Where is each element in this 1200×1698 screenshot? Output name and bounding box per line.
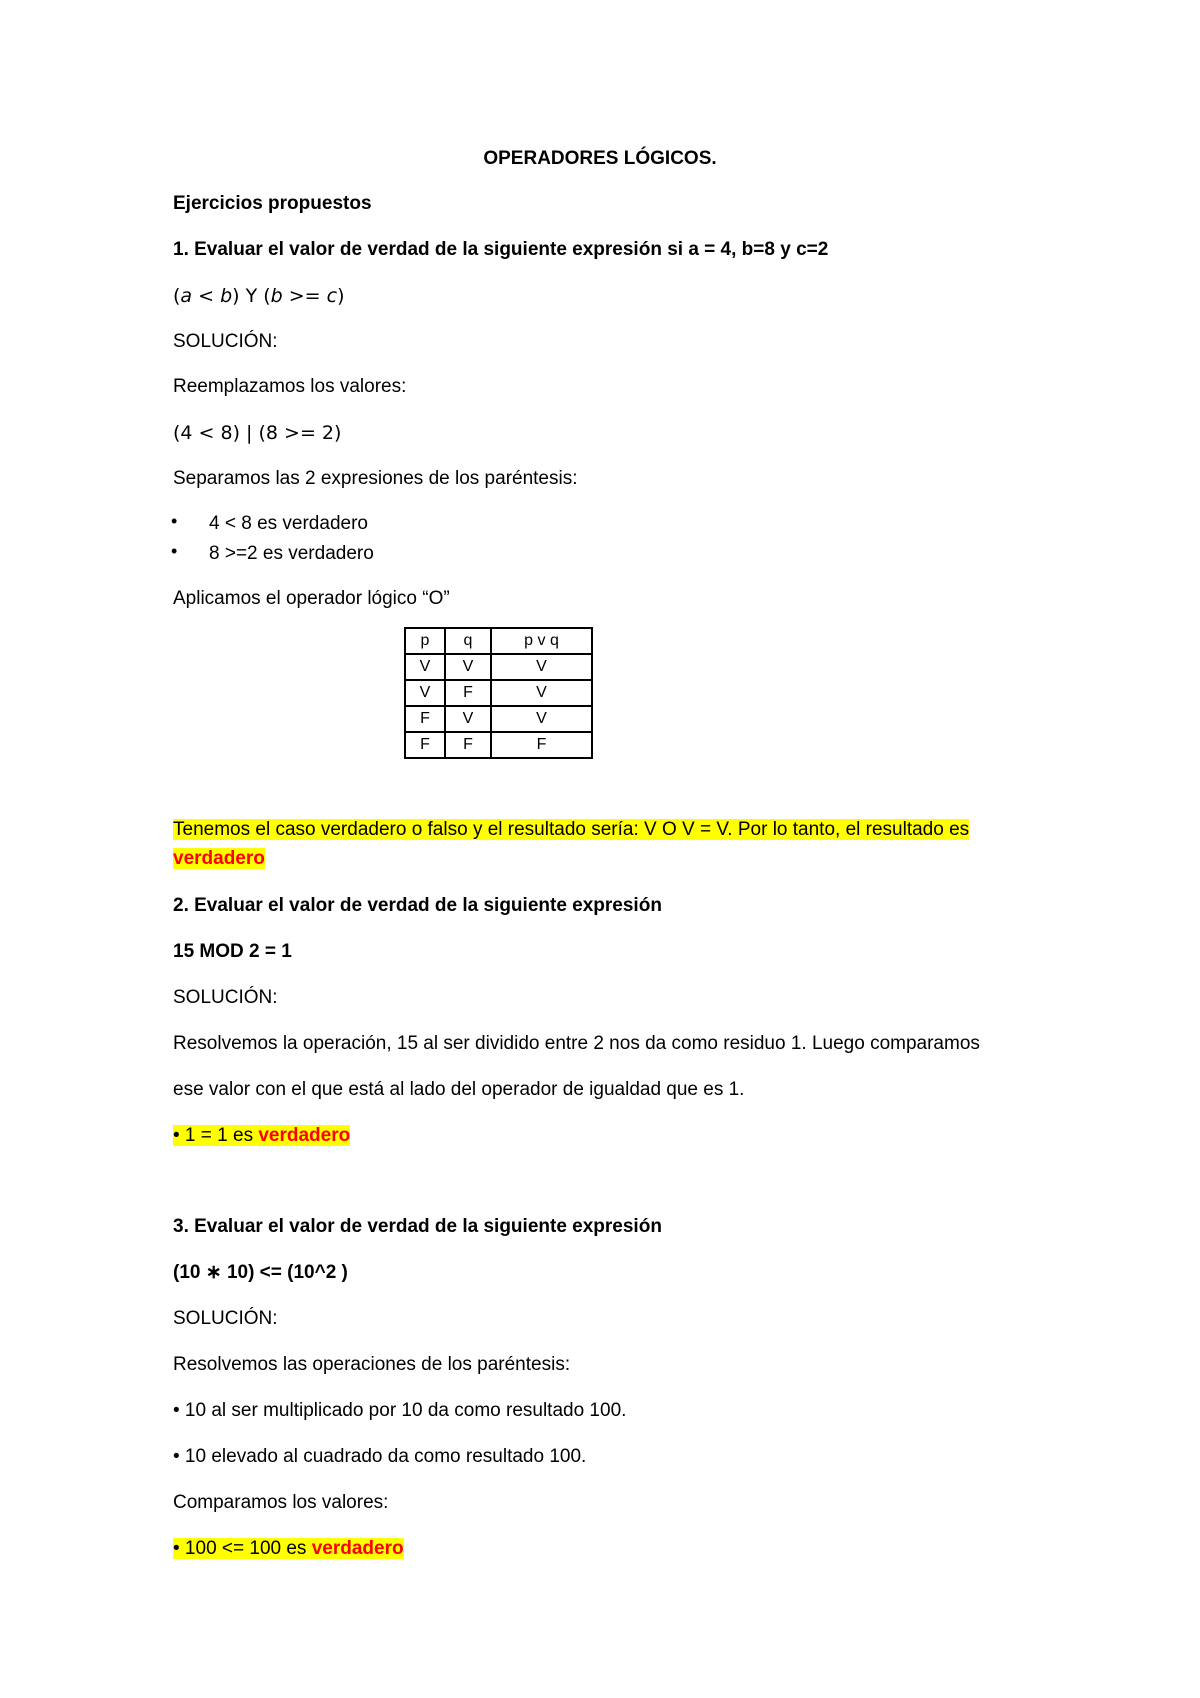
exercise-2-heading: 2. Evaluar el valor de verdad de la siguiente expresión — [173, 895, 662, 916]
exercise-3-step-2: Comparamos los valores: — [173, 1492, 389, 1513]
exercise-3-expression: (10 ∗ 10) <= (10^2 ) — [173, 1262, 348, 1283]
table-cell: V — [445, 706, 491, 732]
exercise-1-bullet-2: 8 >=2 es verdadero — [209, 543, 374, 564]
exercise-1-step-1: Reemplazamos los valores: — [173, 376, 407, 397]
table-cell: V — [491, 680, 592, 706]
table-cell: V — [491, 706, 592, 732]
exercise-3-result: • 100 <= 100 es verdadero — [173, 1538, 404, 1559]
table-cell: F — [445, 732, 491, 758]
table-row — [405, 654, 592, 680]
exercise-1-step-2: Separamos las 2 expresiones de los paréntesis: — [173, 468, 578, 489]
exercise-1-step-3: Aplicamos el operador lógico “O” — [173, 588, 450, 609]
exercise-2-paragraph-1: Resolvemos la operación, 15 al ser dividido entre 2 nos da como residuo 1. Luego comparamos — [173, 1033, 980, 1054]
table-cell: V — [405, 654, 445, 680]
exercise-1-bullet-1: 4 < 8 es verdadero — [209, 513, 368, 534]
table-header-cell: p — [405, 628, 445, 654]
table-cell: V — [491, 654, 592, 680]
exercise-3-step-1: Resolvemos las operaciones de los paréntesis: — [173, 1354, 571, 1375]
exercise-1-heading: 1. Evaluar el valor de verdad de la siguiente expresión si a = 4, b=8 y c=2 — [173, 239, 829, 260]
table-header-cell: q — [445, 628, 491, 654]
bullet-icon: • — [171, 511, 178, 531]
exercise-3-bullet-2: • 10 elevado al cuadrado da como resultado 100. — [173, 1446, 587, 1467]
table-cell: F — [491, 732, 592, 758]
truth-table-header-row — [405, 628, 592, 654]
exercise-3-bullet-1: • 10 al ser multiplicado por 10 da como resultado 100. — [173, 1400, 627, 1421]
exercise-2-solution-label: SOLUCIÓN: — [173, 987, 278, 1008]
section-subtitle: Ejercicios propuestos — [173, 193, 372, 214]
exercise-1-solution-label: SOLUCIÓN: — [173, 331, 278, 352]
exercise-3-heading: 3. Evaluar el valor de verdad de la siguiente expresión — [173, 1216, 662, 1237]
table-row — [405, 732, 592, 758]
bullet-icon: • — [171, 541, 178, 561]
table-cell: F — [405, 706, 445, 732]
exercise-3-solution-label: SOLUCIÓN: — [173, 1308, 278, 1329]
table-cell: F — [445, 680, 491, 706]
exercise-1-conclusion-result: verdadero — [173, 848, 265, 869]
table-row — [405, 706, 592, 732]
exercise-1-expression: (a < b) Y (b >= c) — [173, 285, 345, 307]
exercise-1-conclusion: Tenemos el caso verdadero o falso y el resultado sería: V O V = V. Por lo tanto, el resultado es — [173, 819, 970, 840]
table-cell: V — [405, 680, 445, 706]
page-title: OPERADORES LÓGICOS. — [483, 148, 717, 169]
exercise-1-replaced-expression: (4 < 8) | (8 >= 2) — [173, 422, 342, 444]
exercise-2-result: • 1 = 1 es verdadero — [173, 1125, 351, 1146]
table-row — [405, 680, 592, 706]
exercise-2-paragraph-2: ese valor con el que está al lado del operador de igualdad que es 1. — [173, 1079, 745, 1100]
table-header-cell: p v q — [491, 628, 592, 654]
table-cell: F — [405, 732, 445, 758]
exercise-2-expression: 15 MOD 2 = 1 — [173, 941, 292, 962]
table-cell: V — [445, 654, 491, 680]
truth-table — [404, 627, 593, 759]
